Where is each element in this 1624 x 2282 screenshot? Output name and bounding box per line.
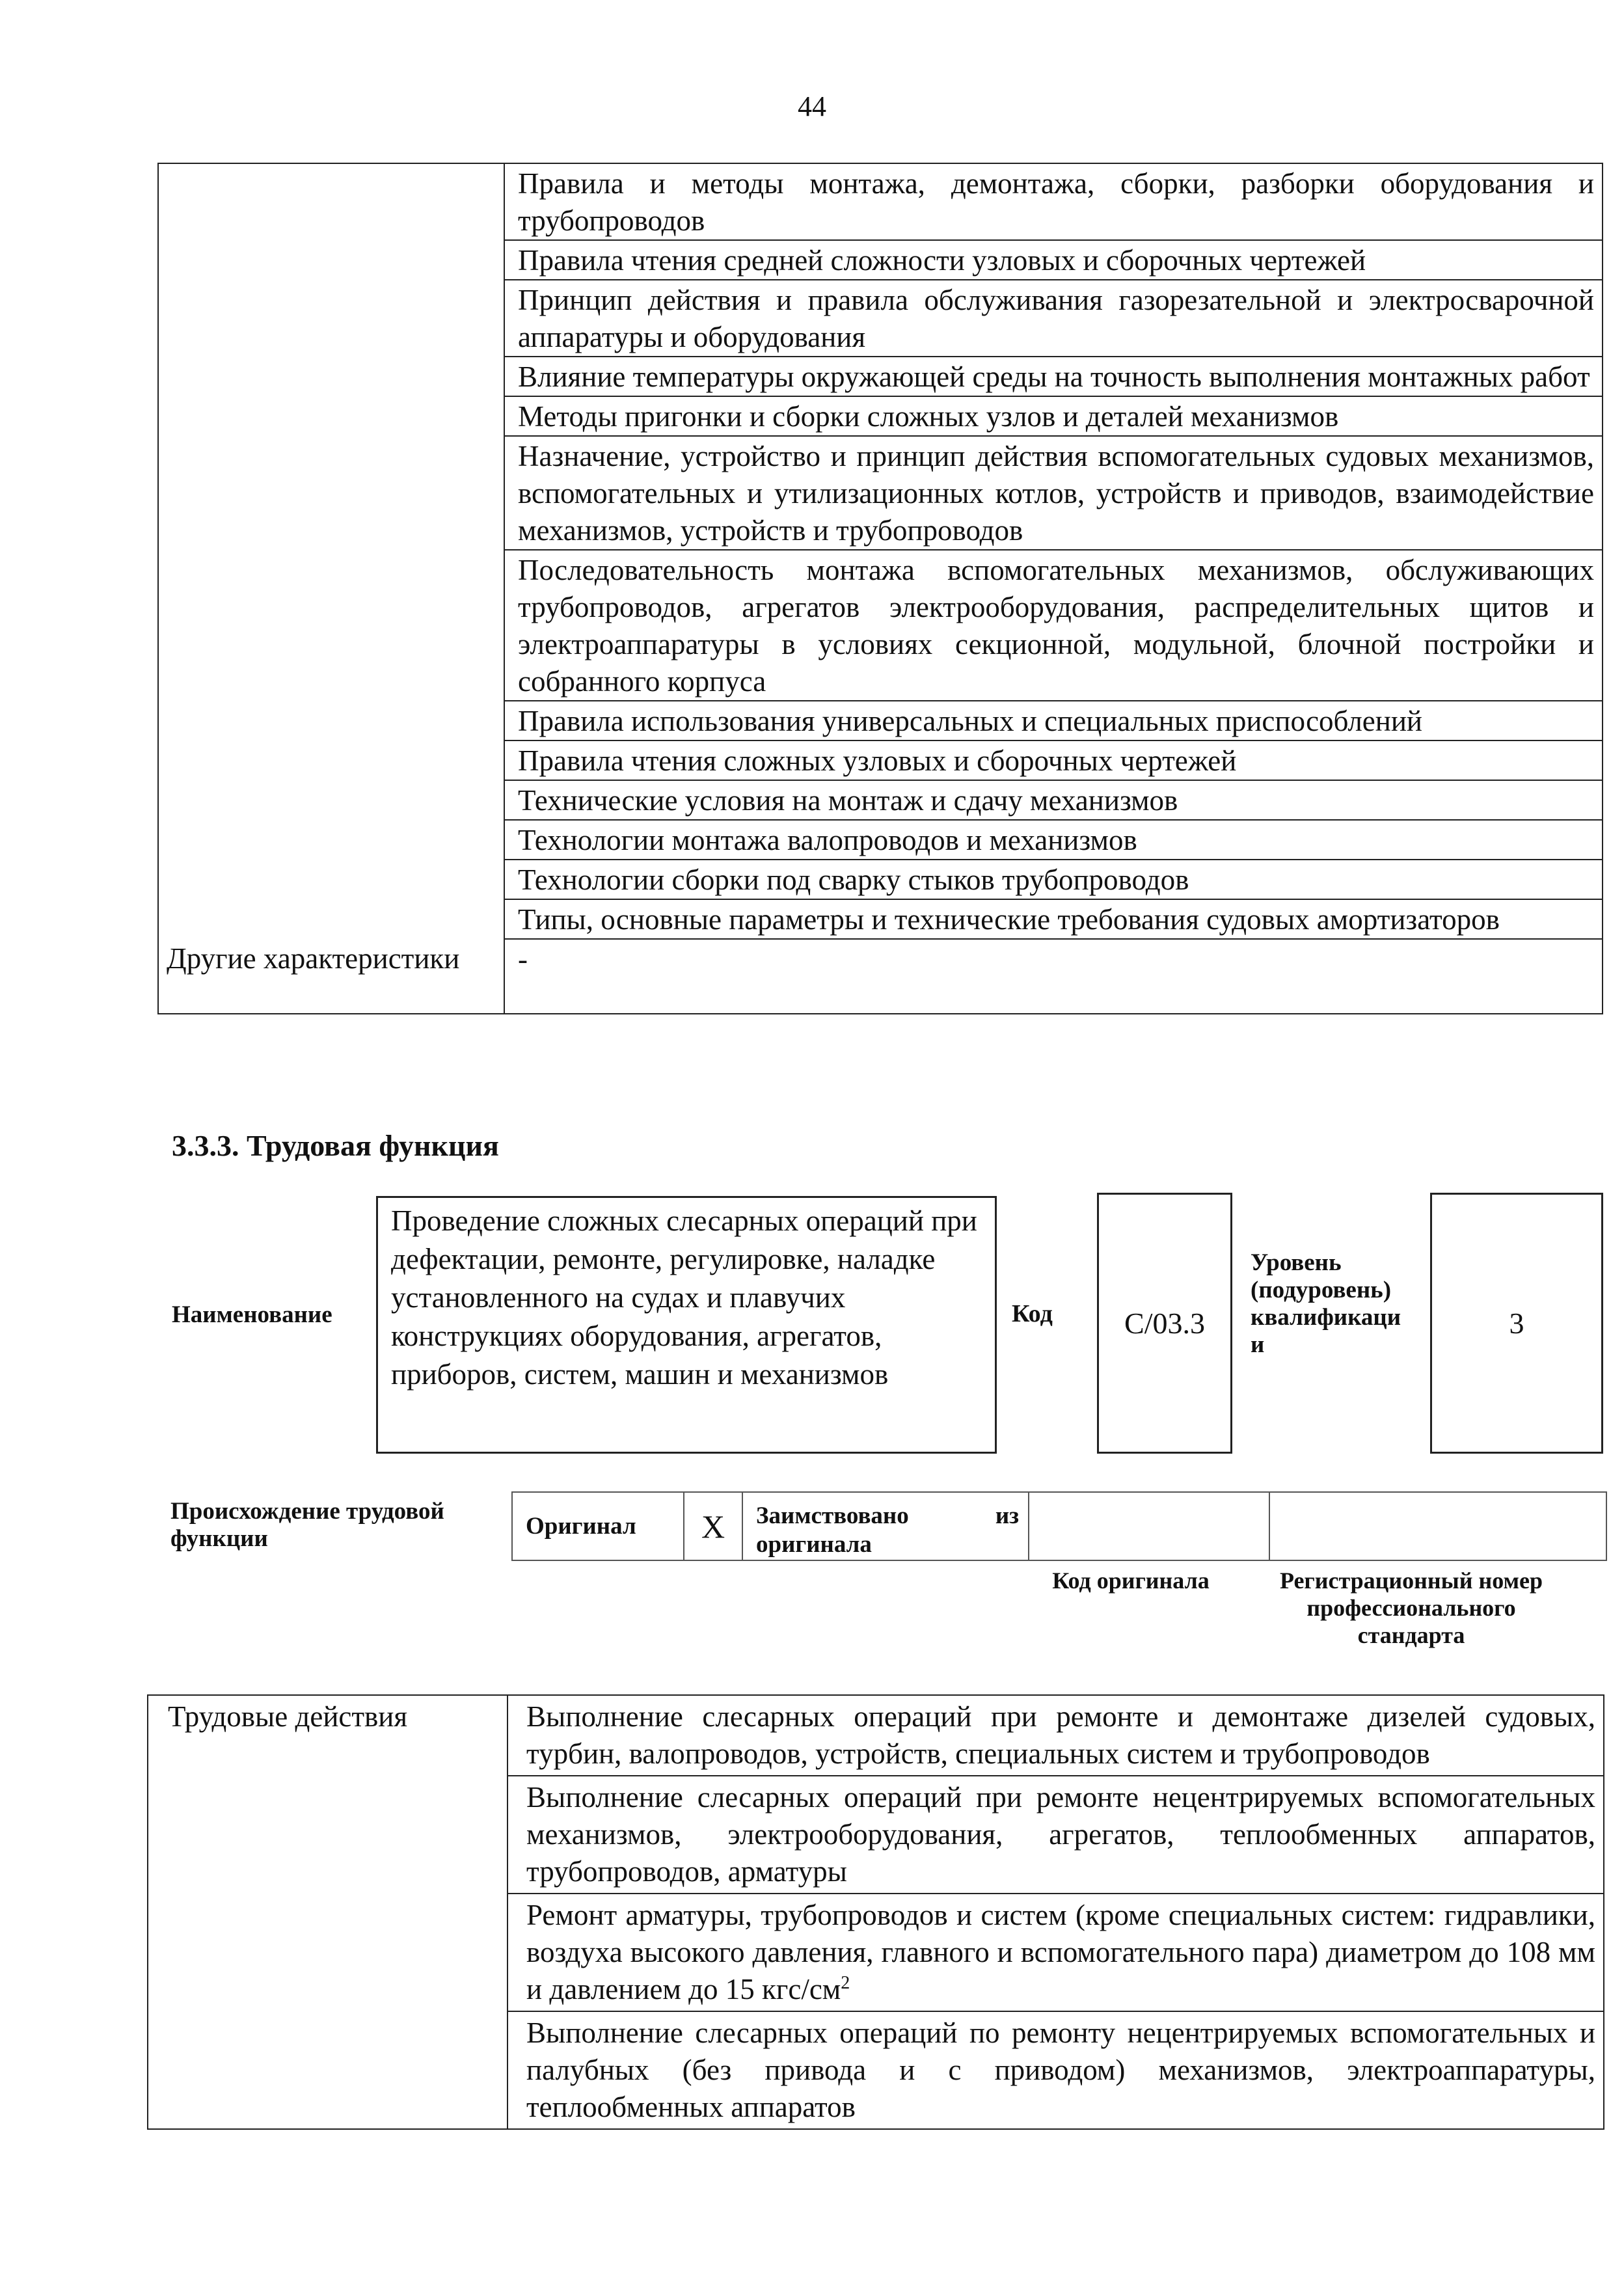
name-label: Наименование [172, 1301, 332, 1328]
code-label: Код [1012, 1300, 1053, 1327]
labour-action-item: Выполнение слесарных операций при ремонте нецентрируемых вспомогательных механизмов, электрооборудования, агрегатов, теплообменных аппаратов, трубопроводов, арматуры [508, 1776, 1604, 1894]
borrowed-cell [742, 1492, 1029, 1560]
knowledge-item: Правила использования универсальных и специальных приспособлений [504, 701, 1603, 740]
origin-table [511, 1491, 1607, 1561]
function-name-box: Проведение сложных слесарных операций при дефектации, ремонте, регулировке, наладке установленного на судах и плавучих конструкциях оборудования, агрегатов, приборов, систем, машин и механизмов [376, 1196, 997, 1454]
original-code-caption: Код оригинала [1052, 1568, 1210, 1594]
knowledge-item: Типы, основные параметры и технические требования судовых амортизаторов [504, 899, 1603, 939]
other-characteristics-value: - [504, 939, 1603, 1014]
knowledge-item: Правила чтения сложных узловых и сборочных чертежей [504, 740, 1603, 780]
knowledge-item: Технологии монтажа валопроводов и механизмов [504, 820, 1603, 860]
labour-actions-label: Трудовые действия [148, 1695, 508, 2129]
knowledge-item: Методы пригонки и сборки сложных узлов и деталей механизмов [504, 396, 1603, 436]
original-mark: X [684, 1492, 742, 1560]
knowledge-item: Назначение, устройство и принцип действия вспомогательных судовых механизмов, вспомогательных и утилизационных котлов, устройств и приводов, взаимодействие механизмов, устройств и трубопроводов [504, 436, 1603, 550]
labour-actions-table [147, 1694, 1604, 2130]
knowledge-item: Влияние температуры окружающей среды на точность выполнения монтажных работ [504, 357, 1603, 396]
other-characteristics-label: Другие характеристики [158, 939, 504, 1014]
qualification-level-label: Уровень (подуровень) квалификаци и [1251, 1249, 1401, 1358]
knowledge-item: Принцип действия и правила обслуживания газорезательной и электросварочной аппаратуры и оборудования [504, 280, 1603, 357]
original-code-cell [1029, 1492, 1269, 1560]
page-number: 44 [798, 90, 826, 122]
knowledge-item: Правила чтения средней сложности узловых и сборочных чертежей [504, 240, 1603, 280]
function-code-box: С/03.3 [1097, 1193, 1232, 1454]
labour-action-item: Выполнение слесарных операций по ремонту нецентрируемых вспомогательных и палубных (без привода и с приводом) механизмов, электроаппаратуры, теплообменных аппаратов [508, 2011, 1604, 2129]
borrowed-word: Заимствовано [756, 1502, 909, 1529]
registration-number-cell [1269, 1492, 1606, 1560]
knowledge-item: Технические условия на монтаж и сдачу механизмов [504, 780, 1603, 820]
borrowed-word: из [995, 1502, 1019, 1529]
labour-action-item: Ремонт арматуры, трубопроводов и систем (кроме специальных систем: гидравлики, воздуха высокого давления, главного и вспомогательного пара) диаметром до 108 мм и давлением до 15 кгс/$см^2$ [508, 1894, 1604, 2011]
original-cell [512, 1492, 684, 1560]
knowledge-item: Последовательность монтажа вспомогательных механизмов, обслуживающих трубопроводов, агрегатов электрооборудования, распределительных щитов и электроаппаратуры в условиях секционной, модульной, блочной постройки и собранного корпуса [504, 550, 1603, 701]
qualification-level-box: 3 [1430, 1193, 1603, 1454]
section-heading: 3.3.3. Трудовая функция [172, 1129, 499, 1162]
knowledge-label-cell [158, 163, 504, 939]
registration-number-caption: Регистрационный номер профессионального стандарта [1279, 1568, 1543, 1648]
origin-label: Происхождение трудовой функции [170, 1498, 444, 1552]
superscript-2: 2 [841, 1973, 850, 1993]
knowledge-table [157, 163, 1603, 1014]
labour-action-item: Выполнение слесарных операций при ремонте и демонтаже дизелей судовых, турбин, валопроводов, устройств, специальных систем и трубопроводов [508, 1695, 1604, 1776]
borrowed-word: оригинала [756, 1531, 872, 1558]
knowledge-item: Технологии сборки под сварку стыков трубопроводов [504, 860, 1603, 899]
knowledge-item: Правила и методы монтажа, демонтажа, сборки, разборки оборудования и трубопроводов [504, 163, 1603, 240]
original-label: Оригинал [526, 1512, 636, 1540]
